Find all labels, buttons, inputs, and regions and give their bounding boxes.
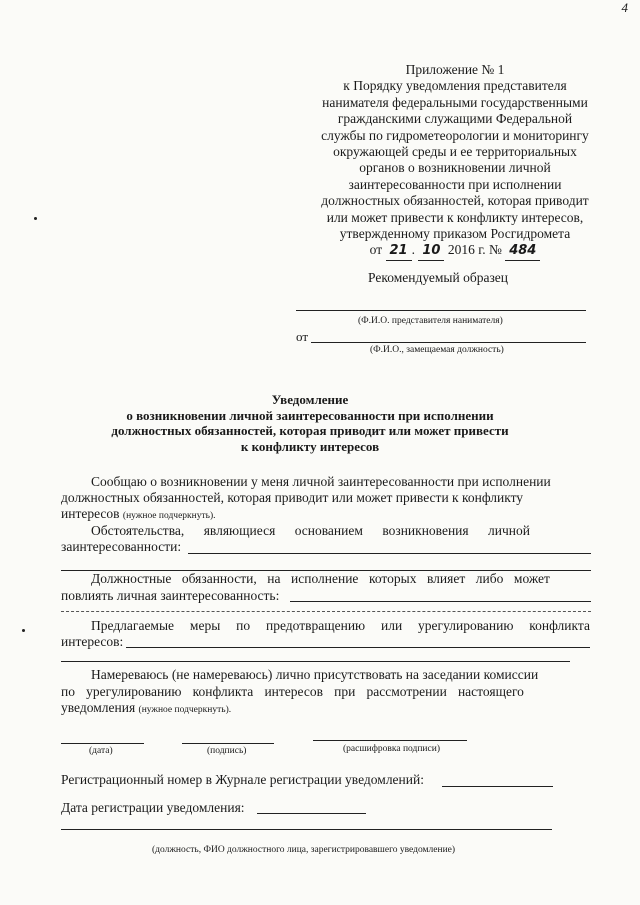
circumstances-field[interactable] — [188, 553, 591, 554]
p3-word: влияет — [426, 571, 466, 586]
p4-line2: интересов: — [61, 634, 124, 649]
order-date-line: от 21 . 10 2016 г. № 484 — [300, 242, 610, 260]
from-caption: (Ф.И.О., замещаемая должность) — [370, 345, 504, 355]
p5-word: конфликта — [192, 684, 254, 699]
duties-field-line2[interactable] — [61, 611, 591, 612]
p1-line3 — [61, 506, 216, 522]
p5-line1: Намереваюсь (не намереваюсь) лично присутствовать на заседании комиссии — [91, 667, 539, 682]
registrar-caption: (должность, ФИО должностного лица, зарегистрировавшего уведомление) — [152, 845, 456, 855]
appendix-line: к Порядку уведомления представителя — [343, 78, 567, 94]
appendix-line: заинтересованности при исполнении — [348, 176, 562, 192]
p3-word: Должностные — [91, 571, 172, 586]
p4-line1 — [91, 618, 590, 634]
p2-line2: заинтересованности: — [61, 539, 182, 554]
appendix-line: гражданскими служащими Федеральной — [337, 111, 573, 127]
p2-word: Обстоятельства, — [91, 523, 185, 538]
p5-word: по — [61, 684, 75, 699]
p5-line3-text: уведомления — [61, 700, 136, 715]
measures-field-line2[interactable] — [61, 661, 570, 662]
p4-word: предотвращению — [265, 618, 366, 633]
margin-dot — [22, 629, 25, 632]
p5-word: урегулированию — [86, 684, 182, 699]
p5-word: при — [334, 684, 356, 699]
p4-word: по — [236, 618, 251, 633]
signature-field[interactable] — [182, 743, 274, 744]
order-date-year: 2016 г. № — [447, 242, 502, 258]
appendix-line: или может привести к конфликту интересов, — [326, 209, 584, 225]
p4-word: конфликта — [529, 618, 590, 633]
p5-word: рассмотрении — [366, 684, 447, 699]
appendix-header — [300, 62, 610, 261]
notice-title — [60, 392, 560, 454]
title-line: должностных обязанностей, которая приводит или может привести — [111, 423, 509, 438]
reg-number-label: Регистрационный номер в Журнале регистрации уведомлений: — [61, 772, 424, 787]
appendix-line: Приложение № 1 — [405, 62, 505, 77]
p5-line2 — [61, 684, 524, 700]
appendix-line: органов о возникновении личной — [359, 160, 551, 176]
p3-line2: повлиять личная заинтересованность: — [61, 588, 280, 603]
reg-date-label: Дата регистрации уведомления: — [61, 800, 245, 815]
signature-caption: (подпись) — [207, 746, 247, 756]
from-label: от — [296, 329, 309, 344]
p3-word: обязанности, — [181, 571, 257, 586]
from-name-field[interactable] — [311, 342, 586, 343]
p3-word: которых — [368, 571, 417, 586]
p1-line2: должностных обязанностей, которая приводит или может привести к конфликту — [61, 490, 524, 505]
title-line: к конфликту интересов — [240, 438, 380, 454]
appendix-line: окружающей среды и ее территориальных — [333, 144, 577, 160]
registrar-field[interactable] — [61, 829, 552, 830]
p3-word: исполнение — [291, 571, 359, 586]
p5-word: интересов — [264, 684, 323, 699]
title-line: Уведомление — [271, 392, 349, 407]
reg-date-field[interactable] — [257, 813, 366, 814]
appendix-line: должностных обязанностей, которая приводит — [321, 193, 589, 209]
p3-word: на — [267, 571, 281, 586]
p3-line1 — [91, 571, 550, 587]
p5-line3 — [61, 700, 231, 716]
p4-word: Предлагаемые — [91, 618, 175, 633]
appendix-line: службы по гидрометеорологии и мониторингу — [321, 127, 589, 143]
employer-name-field[interactable] — [296, 310, 586, 311]
measures-field[interactable] — [126, 647, 590, 648]
p1-line3-text: интересов — [61, 506, 120, 521]
order-number: 484 — [505, 243, 540, 260]
p2-word: являющиеся — [203, 523, 276, 538]
p5-line3-note: (нужное подчеркнуть). — [138, 705, 232, 715]
appendix-line: нанимателя федеральными государственными — [322, 94, 588, 110]
p3-word: либо — [475, 571, 504, 586]
p4-word: меры — [189, 618, 221, 633]
signature-decode-field[interactable] — [313, 740, 467, 741]
order-date-prefix: от — [369, 242, 383, 258]
order-date-day: 21 — [386, 243, 412, 260]
order-date-month: 10 — [418, 243, 444, 260]
p1-line3-note: (нужное подчеркнуть). — [122, 511, 216, 521]
page-number: 4 — [621, 0, 628, 15]
recommended-sample-label: Рекомендуемый образец — [368, 270, 509, 285]
margin-dot — [34, 217, 37, 220]
date-caption: (дата) — [89, 746, 113, 756]
p4-word: или — [381, 618, 403, 633]
p2-word: возникновения — [382, 523, 469, 538]
p3-word: может — [513, 571, 550, 586]
appendix-line: утвержденному приказом Росгидромета — [339, 226, 571, 242]
p1-line1: Сообщаю о возникновении у меня личной заинтересованности при исполнении — [91, 474, 551, 489]
date-field[interactable] — [61, 743, 144, 744]
p2-word: основанием — [294, 523, 363, 538]
reg-number-field[interactable] — [442, 786, 553, 787]
p2-word: личной — [488, 523, 530, 538]
employer-caption: (Ф.И.О. представителя нанимателя) — [358, 316, 503, 326]
p4-word: урегулированию — [418, 618, 514, 633]
duties-field[interactable] — [290, 601, 591, 602]
signature-decode-caption: (расшифровка подписи) — [343, 744, 440, 754]
p5-word: настоящего — [457, 684, 524, 699]
p2-line1 — [91, 523, 530, 539]
title-line: о возникновении личной заинтересованности при исполнении — [126, 407, 494, 423]
